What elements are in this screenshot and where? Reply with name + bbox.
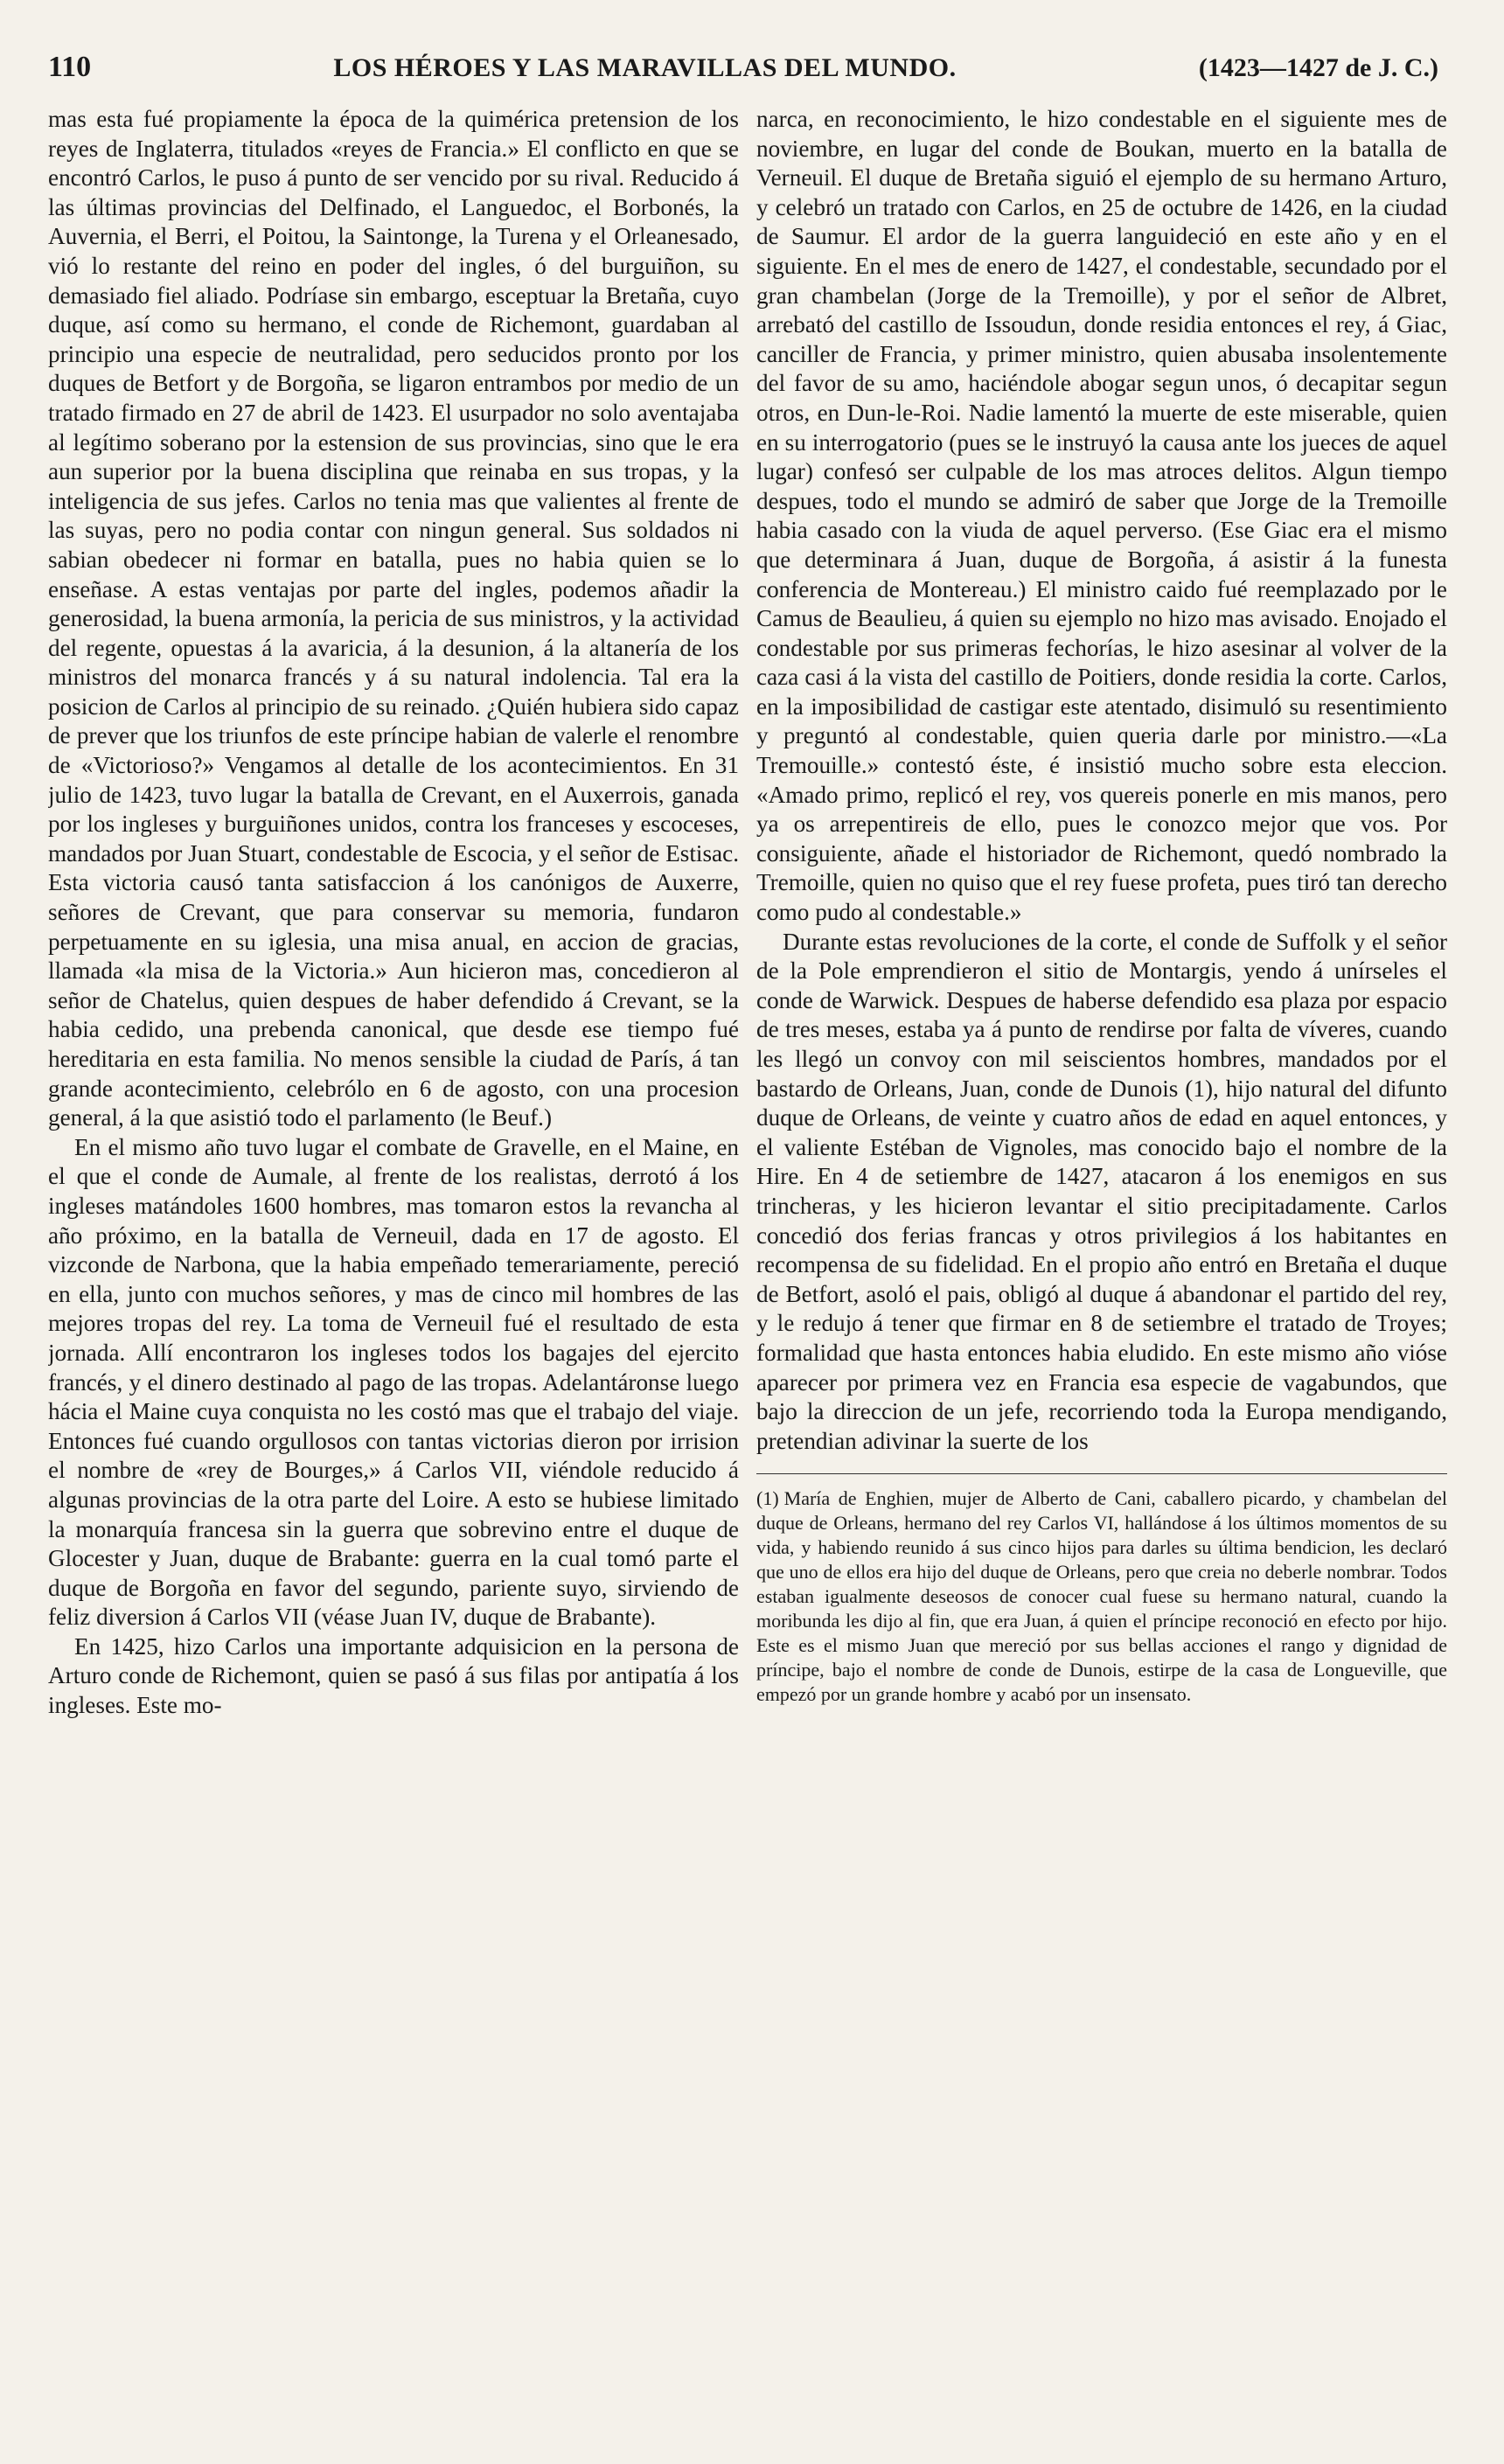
left-paragraph-3: En 1425, hizo Carlos una importante adquisicion en la persona de Arturo conde de Richemont, quien se pasó á sus filas por antipatía á los ingleses. Este mo- xyxy=(48,1632,739,1719)
footnote xyxy=(756,1486,1447,1707)
date-range: (1423—1427 de J. C.) xyxy=(1198,53,1438,82)
right-paragraph-2: Durante estas revoluciones de la corte, el conde de Suffolk y el señor de la Pole emprendieron el sitio de Montargis, yendo á unírseles el conde de Warwick. Despues de haberse defendido esa plaza por espacio de tres meses, estaba ya á punto de rendirse por falta de víveres, cuando les llegó un convoy con mil seiscientos hombres, mandados por el bastardo de Orleans, Juan, conde de Dunois (1), hijo natural del difunto duque de Orleans, de veinte y cuatro años de edad en aquel entonces, y el valiente Estéban de Vignoles, mas conocido bajo el nombre de la Hire. En 4 de setiembre de 1427, atacaron á los enemigos en sus trincheras, y les hicieron levantar el sitio precipitadamente. Carlos concedió dos ferias francas y otros privilegios á los habitantes en recompensa de su fidelidad. En el propio año entró en Bretaña el duque de Betfort, asoló el pais, obligó al duque á abandonar el partido del rey, y le redujo á tener que firmar en 8 de setiembre el tratado de Troyes; formalidad que hasta entonces habia eludido. En este mismo año vióse aparecer por primera vez en Francia esa especie de vagabundos, que bajo la direccion de un jefe, recorriendo toda la Europa mendigando, pretendian adivinar la suerte de los xyxy=(756,928,1447,1454)
left-paragraph-2: En el mismo año tuvo lugar el combate de Gravelle, en el Maine, en el que el conde de Aumale, al frente de los realistas, derrotó á los ingleses matándoles 1600 hombres, mas tomaron estos la revancha al año próximo, en la batalla de Verneuil, dada en 17 de agosto. El vizconde de Narbona, que la habia empeñado temerariamente, pereció en ella, junto con muchos señores, y mas de cinco mil hombres de las mejores tropas del rey. La toma de Verneuil fué el resultado de esta jornada. Allí encontraron los ingleses todos los bagajes del ejercito francés, y el dinero destinado al pago de las tropas. Adelantáronse luego hácia el Maine cuya conquista no les costó mas que el trabajo del viaje. Entonces fué cuando orgullosos con tantas victorias dieron por irrision el nombre de «rey de Bourges,» á Carlos VII, viéndole reducido á algunas provincias de la otra parte del Loire. A esto se hubiese limitado la monarquía francesa sin la guerra que sobrevino entre el duque de Glocester y Juan, duque de Brabante: guerra en la cual tomó parte el duque de Borgoña en favor del segundo, pariente suyo, sirviendo de feliz diversion á Carlos VII (véase Juan IV, duque de Brabante). xyxy=(48,1133,739,1631)
left-paragraph-1: mas esta fué propiamente la época de la quimérica pretension de los reyes de Inglaterra, titulados «reyes de Francia.» El conflicto en que se encontró Carlos, le puso á punto de ser vencido por su rival. Reducido á las últimas provincias del Delfinado, el Languedoc, el Borbonés, la Auvernia, el Berri, el Poitou, la Saintonge, la Turena y el Orleanesado, vió lo restante del reino en poder del ingles, ó del burguiñon, su demasiado fiel aliado. Podríase sin embargo, esceptuar la Bretaña, cuyo duque, así como su hermano, el conde de Richemont, guardaban al principio una especie de neutralidad, pero seducidos pronto por los duques de Betfort y de Borgoña, se ligaron entrambos por medio de un tratado firmado en 27 de abril de 1423. El usurpador no solo aventajaba al legítimo soberano por la estension de sus provincias, sino que le era aun superior por la buena disciplina que reinaba en sus tropas, y la inteligencia de sus jefes. Carlos no tenia mas que valientes al frente de las suyas, pero no podia contar con ningun general. Sus soldados ni sabian obedecer ni formar en batalla, pues no habia quien se lo enseñase. A estas ventajas por parte del ingles, podemos añadir la generosidad, la buena armonía, la pericia de sus ministros, y la actividad del regente, opuestas á la avaricia, á la desunion, á la altanería de los ministros del monarca francés y á su natural indolencia. Tal era la posicion de Carlos al principio de su reinado. ¿Quién hubiera sido capaz de prever que los triunfos de este príncipe habian de valerle el renombre de «Victorioso?» Vengamos al detalle de los acontecimientos. En 31 julio de 1423, tuvo lugar la batalla de Crevant, en el Auxerrois, ganada por los ingleses y burguiñones unidos, contra los franceses y escoceses, mandados por Juan Stuart, condestable de Escocia, y el señor de Estisac. Esta victoria causó tanta satisfaccion á los canónigos de Auxerre, señores de Crevant, que para conservar su memoria, fundaron perpetuamente en su iglesia, una misa anual, en accion de gracias, llamada «la misa de la Victoria.» Aun hicieron mas, concedieron al señor de Chatelus, quien despues de haber defendido á Crevant, se la habia cedido, una prebenda canonical, que desde ese tiempo fué hereditaria en esta familia. No menos sensible la ciudad de París, á tan grande acontecimiento, celebrólo en 6 de agosto, con una procesion general, á la que asistió todo el parlamento (le Beuf.) xyxy=(48,106,739,1131)
footnote-divider xyxy=(756,1473,1447,1474)
footnote-mark: (1) xyxy=(756,1487,779,1510)
left-column xyxy=(48,105,739,2412)
footnote-text: María de Enghien, mujer de Alberto de Cani, caballero picardo, y chambelan del duque de Orleans, hermano del rey Carlos VI, hallándose á los últimos momentos de su vida, y habiendo reunido á sus cinco hijos para darles su última bendicion, les declaró que uno de ellos era hijo del duque de Orleans, pero que creia no deberle nombrar. Todos estaban igualmente deseosos de conocer cual fuese su hermano natural, cuando la moribunda les dijo al fin, que era Juan, á quien el príncipe reconoció en efecto por hijo. Este es el mismo Juan que mereció por sus bellas acciones el rango y dignidad de príncipe, bajo el nombre de conde de Dunois, estirpe de la casa de Longueville, que empezó por un grande hombre y acabó por un insensato. xyxy=(756,1487,1447,1706)
right-paragraph-1: narca, en reconocimiento, le hizo condestable en el siguiente mes de noviembre, en lugar del conde de Boukan, muerto en la batalla de Verneuil. El duque de Bretaña siguió el ejemplo de su hermano Arturo, y celebró un tratado con Carlos, en 25 de octubre de 1426, en la ciudad de Saumur. El ardor de la guerra languideció en este año y en el siguiente. En el mes de enero de 1427, el condestable, secundado por el gran chambelan (Jorge de la Tremoille), y por el señor de Albret, arrebató del castillo de Issoudun, donde residia entonces el rey, á Giac, canciller de Francia, y primer ministro, quien abusaba insolentemente del favor de su amo, haciéndole abogar segun unos, ó decapitar segun otros, en Dun-le-Roi. Nadie lamentó la muerte de este miserable, quien en su interrogatorio (pues se le instruyó la causa ante los jueces de aquel lugar) confesó ser culpable de los mas atroces delitos. Algun tiempo despues, todo el mundo se admiró de saber que Jorge de la Tremoille habia casado con la viuda de aquel perverso. (Ese Giac era el mismo que determinara á Juan, duque de Borgoña, á asistir á la funesta conferencia de Montereau.) El ministro caido fué reemplazado por le Camus de Beaulieu, á quien su ejemplo no hizo mas avisado. Enojado el condestable por sus primeras fechorías, le hizo asesinar al volver de la caza casi á la vista del castillo de Poitiers, donde residia la corte. Carlos, en la imposibilidad de castigar este atentado, disimuló su resentimiento y preguntó al condestable, quien queria darle por ministro.—«La Tremouille.» contestó éste, é insistió mucho sobre esta eleccion. «Amado primo, replicó el rey, vos quereis ponerle en mis manos, pero ya os arrepentireis de ello, pues le conozco mejor que vos. Por consiguiente, añade el historiador de Richemont, quedó nombrado la Tremoille, quien no quiso que el rey fuese profeta, pues tiró tan derecho como pudo al condestable.» xyxy=(756,106,1447,926)
right-column xyxy=(756,105,1447,2412)
page-number: 110 xyxy=(48,51,92,83)
page-header xyxy=(48,51,1438,93)
running-title: LOS HÉROES Y LAS MARAVILLAS DEL MUNDO. xyxy=(333,53,957,82)
